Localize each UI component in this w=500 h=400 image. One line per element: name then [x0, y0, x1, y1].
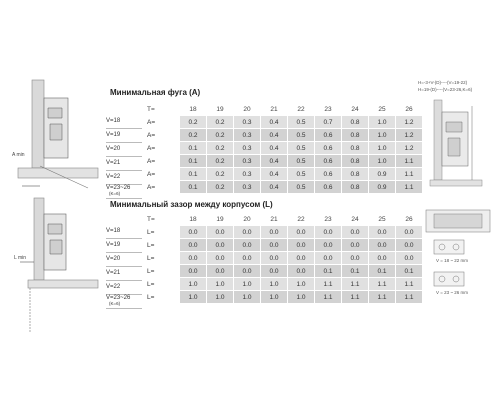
value-cell: 0.3 — [234, 142, 261, 155]
value-cell: 0.0 — [180, 265, 207, 278]
value-cell: 0.0 — [207, 265, 234, 278]
value-cell: 0.0 — [207, 239, 234, 252]
value-cell: 1.0 — [369, 142, 396, 155]
header-cell: 25 — [369, 213, 396, 226]
value-cell: 0.2 — [180, 129, 207, 142]
formula-note: H=-3+V-(D)----(V=19-22) — [418, 80, 468, 85]
row-eq: A= — [145, 129, 180, 142]
v-label: V=18 — [106, 115, 142, 129]
row-eq: L= — [145, 278, 180, 291]
table-row — [145, 226, 423, 239]
value-cell: 0.0 — [261, 252, 288, 265]
plate-note: V = 23 ~ 26 mm — [436, 290, 469, 295]
value-cell: 0.4 — [261, 181, 288, 194]
value-cell: 0.1 — [315, 265, 342, 278]
v-label: V=22 — [106, 281, 142, 295]
row-eq: L= — [145, 265, 180, 278]
value-cell: 0.5 — [288, 142, 315, 155]
header-cell: 23 — [315, 213, 342, 226]
value-cell: 0.1 — [180, 155, 207, 168]
v-label: V=21 — [106, 157, 142, 171]
value-cell: 0.0 — [234, 239, 261, 252]
value-cell: 1.0 — [369, 155, 396, 168]
value-cell: 0.0 — [396, 252, 423, 265]
header-cell: 19 — [207, 213, 234, 226]
value-cell: 1.1 — [369, 278, 396, 291]
value-cell: 1.1 — [369, 291, 396, 304]
value-cell: 0.0 — [396, 239, 423, 252]
value-cell: 0.0 — [261, 226, 288, 239]
header-cell: T= — [145, 213, 180, 226]
v-label: V=20 — [106, 253, 142, 267]
value-cell: 1.0 — [288, 291, 315, 304]
row-eq: A= — [145, 168, 180, 181]
value-cell: 0.4 — [261, 142, 288, 155]
value-cell: 0.0 — [315, 239, 342, 252]
value-cell: 0.2 — [207, 168, 234, 181]
value-cell: 1.0 — [369, 116, 396, 129]
value-cell: 0.8 — [342, 168, 369, 181]
section-a-title: Минимальная фуга (A) — [110, 88, 201, 97]
value-cell: 0.0 — [342, 239, 369, 252]
value-cell: 1.1 — [342, 291, 369, 304]
value-cell: 0.0 — [315, 252, 342, 265]
header-cell: 22 — [288, 213, 315, 226]
hinge-side-drawing-a — [420, 96, 496, 196]
value-cell: 0.4 — [261, 168, 288, 181]
value-cell: 1.0 — [207, 291, 234, 304]
header-cell: 20 — [234, 103, 261, 116]
value-cell: 0.2 — [207, 116, 234, 129]
table-row — [145, 181, 423, 194]
value-cell: 0.1 — [342, 265, 369, 278]
row-eq: L= — [145, 239, 180, 252]
value-cell: 1.1 — [315, 278, 342, 291]
value-cell: 0.4 — [261, 155, 288, 168]
value-cell: 1.0 — [234, 291, 261, 304]
value-cell: 0.1 — [180, 142, 207, 155]
v-label: V=19 — [106, 129, 142, 143]
header-cell: 19 — [207, 103, 234, 116]
value-cell: 0.6 — [315, 168, 342, 181]
value-cell: 0.5 — [288, 181, 315, 194]
table-row — [145, 116, 423, 129]
v-label: V=20 — [106, 143, 142, 157]
value-cell: 1.2 — [396, 129, 423, 142]
row-eq: L= — [145, 252, 180, 265]
value-cell: 0.0 — [369, 226, 396, 239]
value-cell: 0.9 — [369, 168, 396, 181]
value-cell: 1.1 — [396, 168, 423, 181]
value-cell: 0.2 — [207, 142, 234, 155]
gap-table-a — [144, 102, 423, 194]
value-cell: 1.0 — [234, 278, 261, 291]
value-cell: 1.0 — [288, 278, 315, 291]
value-cell: 0.7 — [315, 116, 342, 129]
table-header-row — [145, 213, 423, 226]
value-cell: 0.8 — [342, 116, 369, 129]
header-cell: 25 — [369, 103, 396, 116]
value-cell: 0.0 — [261, 265, 288, 278]
value-cell: 0.2 — [207, 129, 234, 142]
table-row — [145, 129, 423, 142]
value-cell: 0.2 — [207, 155, 234, 168]
row-eq: L= — [145, 291, 180, 304]
row-eq: A= — [145, 116, 180, 129]
table-row — [145, 168, 423, 181]
value-cell: 0.0 — [207, 252, 234, 265]
row-eq: A= — [145, 155, 180, 168]
value-cell: 1.2 — [396, 116, 423, 129]
value-cell: 0.3 — [234, 116, 261, 129]
value-cell: 0.0 — [369, 252, 396, 265]
value-cell: 1.0 — [261, 278, 288, 291]
header-cell: 22 — [288, 103, 315, 116]
table-row — [145, 265, 423, 278]
value-cell: 0.5 — [288, 155, 315, 168]
value-cell: 0.8 — [342, 142, 369, 155]
value-cell: 0.4 — [261, 116, 288, 129]
header-cell: 26 — [396, 213, 423, 226]
header-cell: T= — [145, 103, 180, 116]
value-cell: 0.2 — [207, 181, 234, 194]
hinge-drawing-l — [0, 196, 100, 336]
header-cell: 26 — [396, 103, 423, 116]
value-cell: 0.0 — [180, 239, 207, 252]
value-cell: 1.0 — [261, 291, 288, 304]
header-cell: 24 — [342, 103, 369, 116]
value-cell: 1.0 — [180, 291, 207, 304]
value-cell: 1.1 — [342, 278, 369, 291]
value-cell: 0.4 — [261, 129, 288, 142]
header-cell: 18 — [180, 103, 207, 116]
header-cell: 18 — [180, 213, 207, 226]
table-row — [145, 278, 423, 291]
value-cell: 0.3 — [234, 181, 261, 194]
value-cell: 0.0 — [342, 252, 369, 265]
gap-table-l — [144, 212, 423, 304]
value-cell: 0.8 — [342, 155, 369, 168]
v-sublabel: (K=6) — [109, 191, 121, 196]
hinge-drawing-a — [0, 78, 100, 198]
value-cell: 0.8 — [342, 129, 369, 142]
table-row — [145, 291, 423, 304]
value-cell: 0.6 — [315, 142, 342, 155]
table-row — [145, 252, 423, 265]
header-cell: 23 — [315, 103, 342, 116]
value-cell: 1.0 — [207, 278, 234, 291]
row-eq: A= — [145, 142, 180, 155]
table-row — [145, 239, 423, 252]
value-cell: 1.1 — [315, 291, 342, 304]
value-cell: 0.3 — [234, 129, 261, 142]
value-cell: 0.1 — [396, 265, 423, 278]
header-cell: 21 — [261, 213, 288, 226]
v-label: V=19 — [106, 239, 142, 253]
value-cell: 1.1 — [396, 278, 423, 291]
value-cell: 0.3 — [234, 168, 261, 181]
v-label: V=21 — [106, 267, 142, 281]
value-cell: 0.1 — [180, 181, 207, 194]
value-cell: 0.2 — [180, 116, 207, 129]
value-cell: 0.3 — [234, 155, 261, 168]
value-cell: 0.0 — [234, 226, 261, 239]
value-cell: 0.0 — [288, 226, 315, 239]
v-label-multi — [106, 295, 142, 309]
a-min-label: A min — [12, 152, 25, 158]
section-l-title: Минимальный зазор между корпусом (L) — [110, 200, 273, 209]
value-cell: 0.0 — [288, 265, 315, 278]
row-eq: A= — [145, 181, 180, 194]
value-cell: 0.0 — [261, 239, 288, 252]
value-cell: 0.0 — [369, 239, 396, 252]
v-label-multi — [106, 185, 142, 199]
plate-note: V = 18 ~ 22 mm — [436, 258, 469, 263]
value-cell: 0.0 — [342, 226, 369, 239]
value-cell: 0.0 — [180, 252, 207, 265]
value-cell: 0.6 — [315, 181, 342, 194]
row-eq: L= — [145, 226, 180, 239]
value-cell: 0.0 — [315, 226, 342, 239]
table-row — [145, 142, 423, 155]
value-cell: 0.1 — [180, 168, 207, 181]
value-cell: 1.0 — [180, 278, 207, 291]
header-cell: 24 — [342, 213, 369, 226]
value-cell: 0.5 — [288, 129, 315, 142]
value-cell: 0.6 — [315, 129, 342, 142]
value-cell: 0.0 — [234, 265, 261, 278]
value-cell: 1.2 — [396, 142, 423, 155]
header-cell: 20 — [234, 213, 261, 226]
table-row — [145, 155, 423, 168]
table-header-row — [145, 103, 423, 116]
formula-note: H=19-(D)----(V=23-26,K=6) — [418, 87, 473, 92]
value-cell: 0.9 — [369, 181, 396, 194]
section-a-v-column — [106, 115, 142, 199]
value-cell: 0.8 — [342, 181, 369, 194]
value-cell: 0.6 — [315, 155, 342, 168]
section-l-v-column — [106, 225, 142, 309]
v-label: V=23~26 — [106, 295, 131, 301]
value-cell: 0.0 — [288, 252, 315, 265]
value-cell: 1.1 — [396, 155, 423, 168]
value-cell: 0.1 — [369, 265, 396, 278]
value-cell: 0.0 — [396, 226, 423, 239]
value-cell: 0.0 — [180, 226, 207, 239]
header-cell: 21 — [261, 103, 288, 116]
value-cell: 1.1 — [396, 181, 423, 194]
value-cell: 0.0 — [234, 252, 261, 265]
value-cell: 1.1 — [396, 291, 423, 304]
value-cell: 0.5 — [288, 168, 315, 181]
l-min-label: L min — [14, 255, 27, 261]
v-sublabel: (K=6) — [109, 301, 121, 306]
value-cell: 0.5 — [288, 116, 315, 129]
value-cell: 0.0 — [288, 239, 315, 252]
v-label: V=18 — [106, 225, 142, 239]
value-cell: 1.0 — [369, 129, 396, 142]
v-label: V=23~26 — [106, 185, 131, 191]
v-label: V=22 — [106, 171, 142, 185]
value-cell: 0.0 — [207, 226, 234, 239]
